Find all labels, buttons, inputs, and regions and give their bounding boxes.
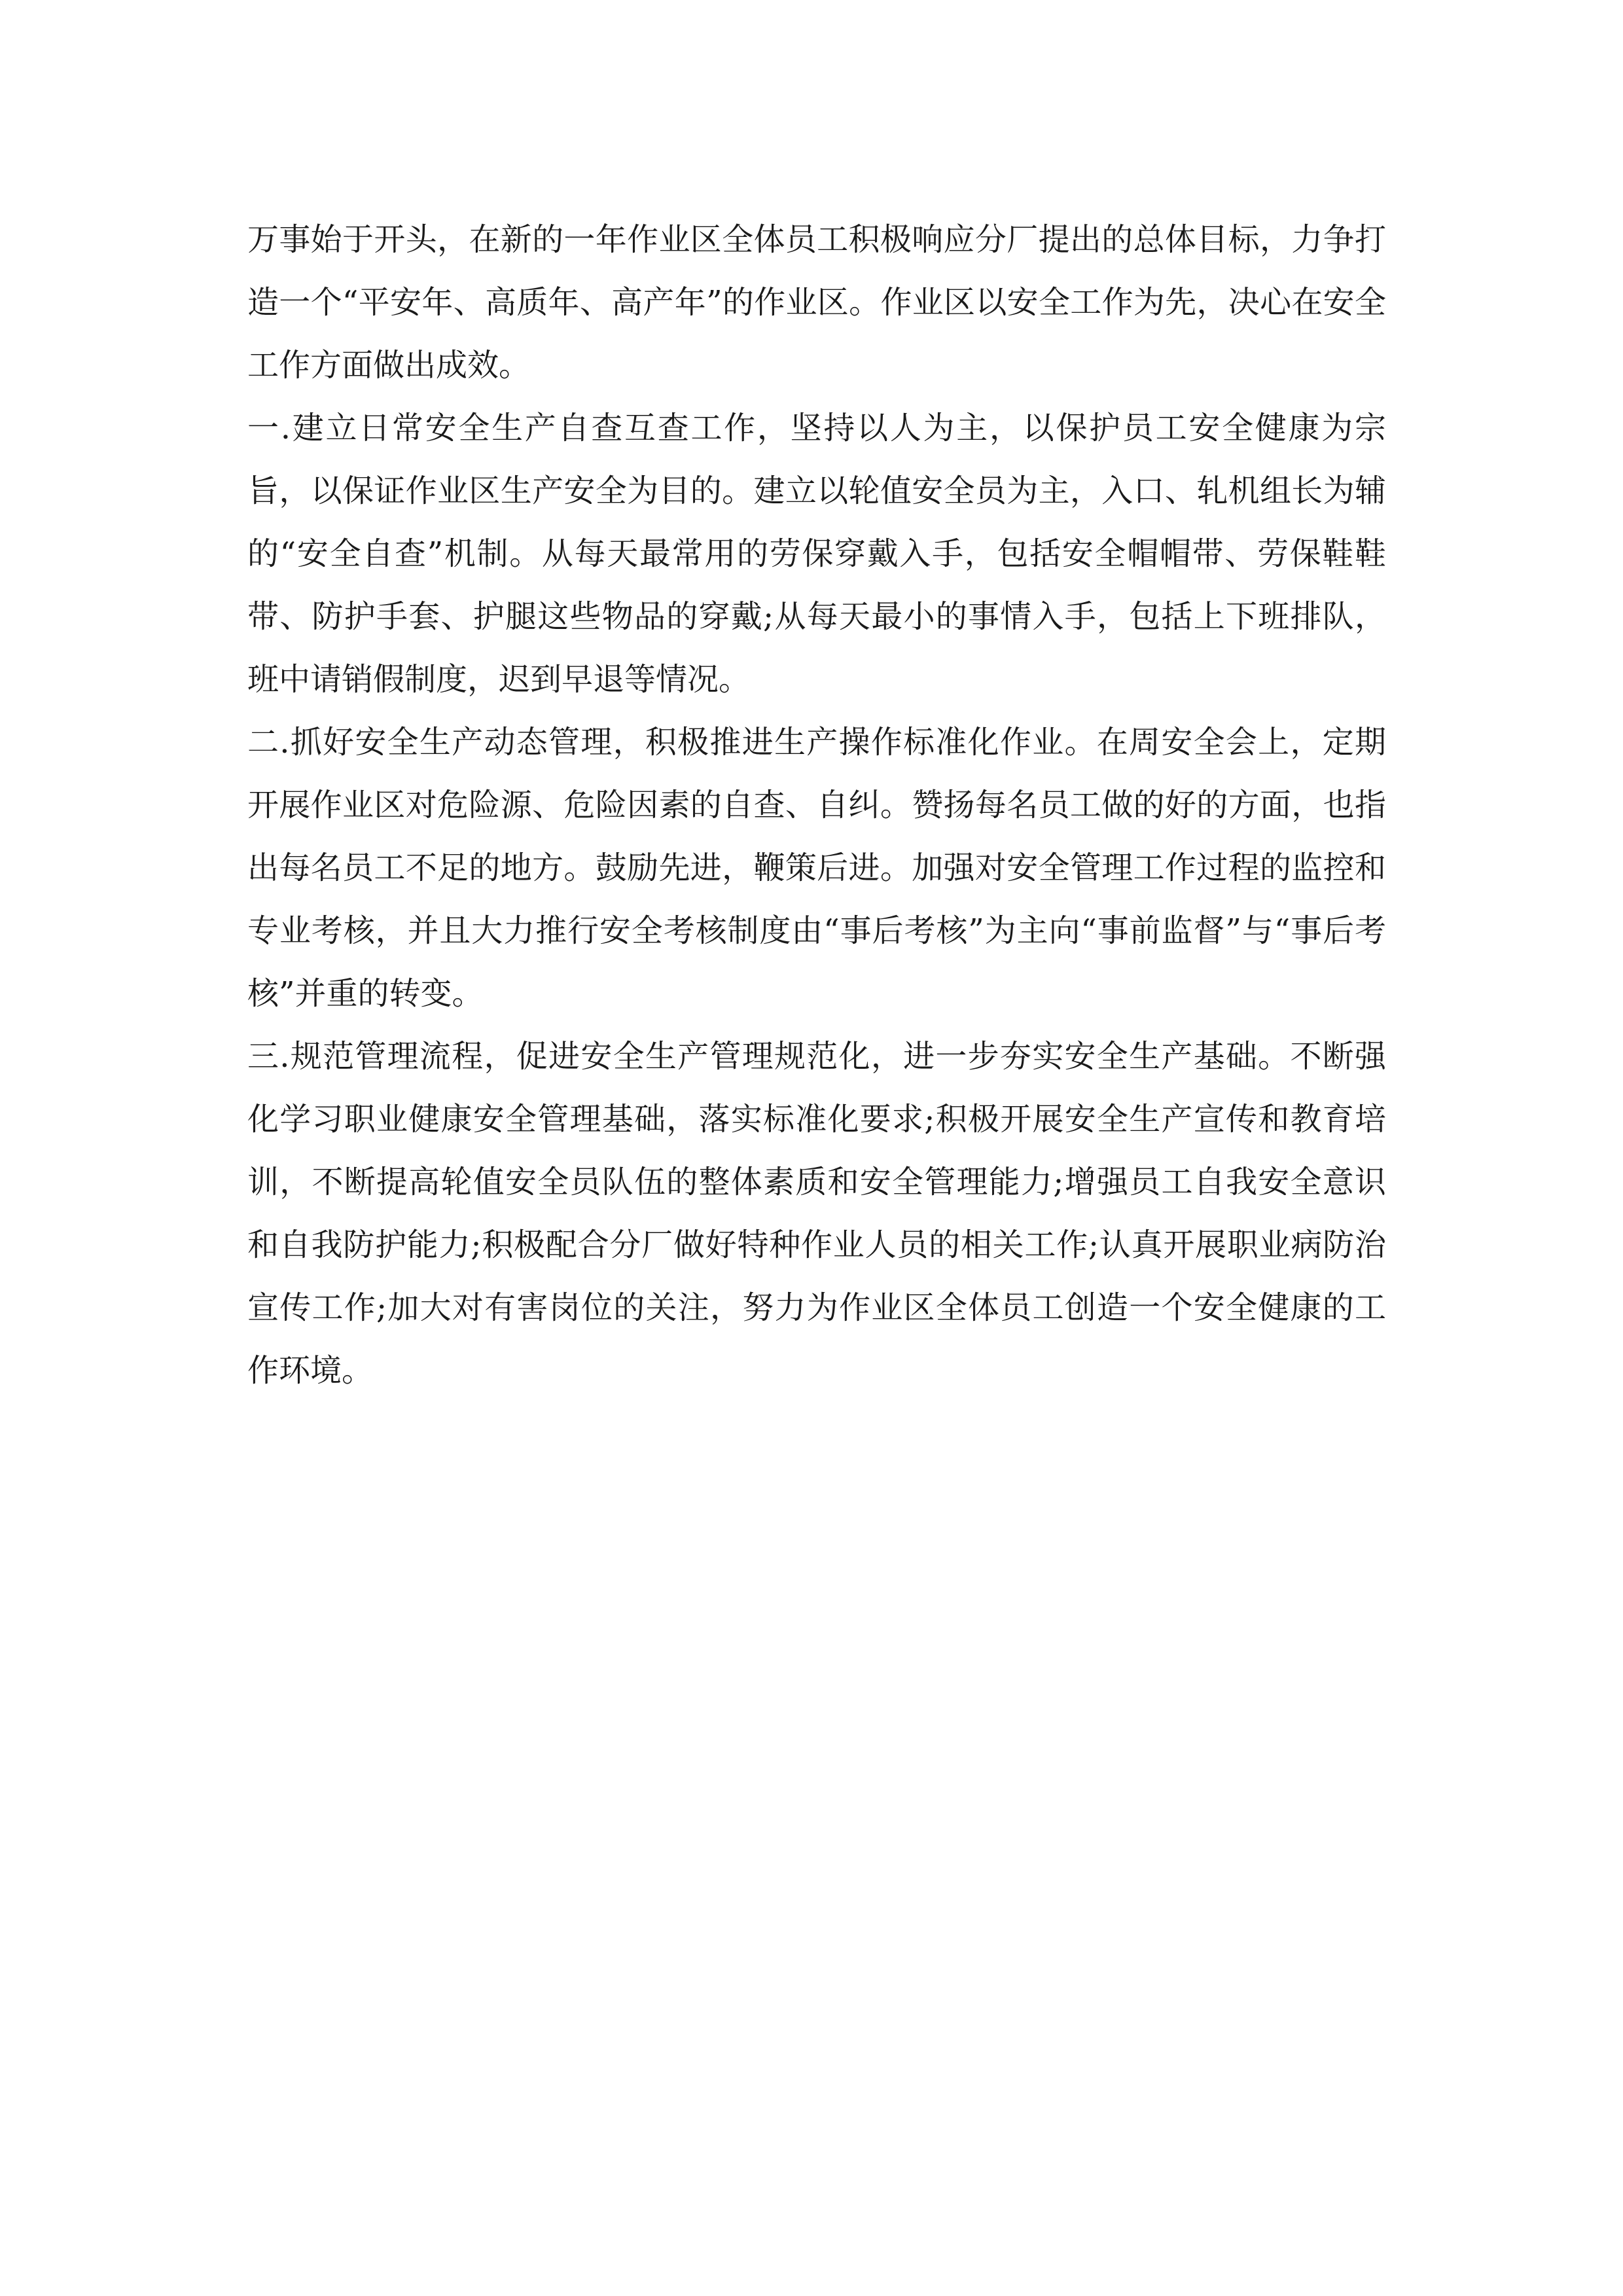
paragraph-section-3: 三.规范管理流程，促进安全生产管理规范化，进一步夯实安全生产基础。不断强化学习职业健康安全管理基础，落实标准化要求;积极开展安全生产宣传和教育培训，不断提高轮值安全员队伍的整体素质和安全管理能力;增强员工自我安全意识和自我防护能力;积极配合分厂做好特种作业人员的相关工作;认真开展职业病防治宣传工作;加大对有害岗位的关注，努力为作业区全体员工创造一个安全健康的工作环境。 [247,1038,1386,1389]
paragraph-section-2: 二.抓好安全生产动态管理，积极推进生产操作标准化作业。在周安全会上，定期开展作业区对危险源、危险因素的自查、自纠。赞扬每名员工做的好的方面，也指出每名员工不足的地方。鼓励先进，鞭策后进。加强对安全管理工作过程的监控和专业考核，并且大力推行安全考核制度由“事后考核”为主向“事前监督”与“事后考核”并重的转变。 [247,724,1386,1012]
document-body [247,208,1386,1402]
paragraph-section-1: 一.建立日常安全生产自查互查工作，坚持以人为主，以保护员工安全健康为宗旨，以保证作业区生产安全为目的。建立以轮值安全员为主，入口、轧机组长为辅的“安全自查”机制。从每天最常用的劳保穿戴入手，包括安全帽帽带、劳保鞋鞋带、防护手套、护腿这些物品的穿戴;从每天最小的事情入手，包括上下班排队，班中请销假制度，迟到早退等情况。 [247,410,1386,698]
paragraph-intro: 万事始于开头，在新的一年作业区全体员工积极响应分厂提出的总体目标，力争打造一个“平安年、高质年、高产年”的作业区。作业区以安全工作为先，决心在安全工作方面做出成效。 [247,221,1386,384]
